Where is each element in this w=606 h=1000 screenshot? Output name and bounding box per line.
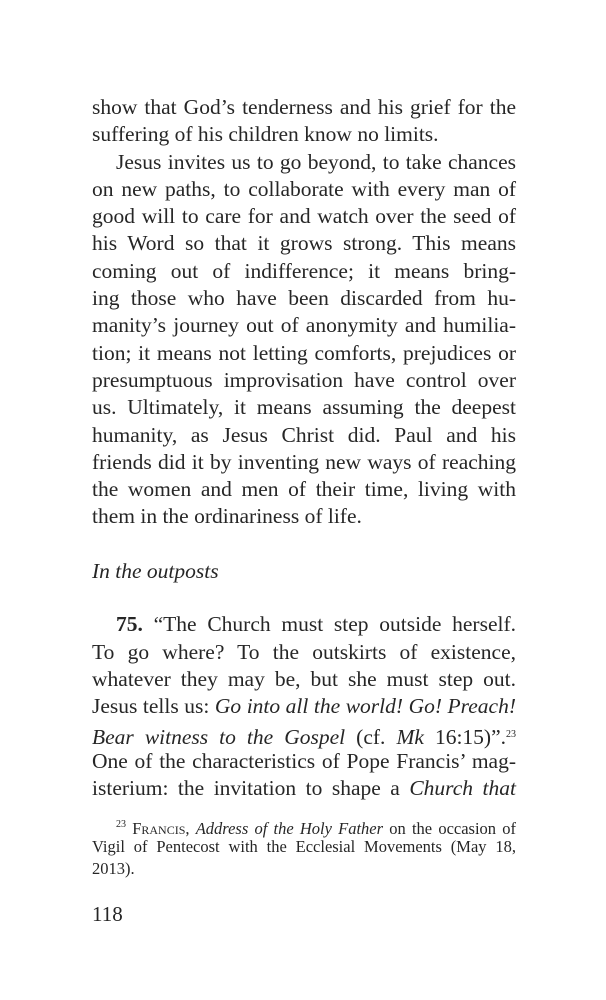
text-segment: friends did it by inventing new ways of reaching bbox=[92, 449, 516, 474]
text-segment: coming out of indifference; it means bring- bbox=[92, 258, 516, 283]
text-line bbox=[92, 611, 516, 638]
text-segment: us. Ultimately, it means assuming the deepest bbox=[92, 395, 516, 420]
text-line bbox=[92, 367, 516, 394]
footnotes bbox=[92, 814, 516, 880]
footnote-reference: 23 bbox=[116, 819, 126, 830]
italic-text: Mk bbox=[396, 724, 424, 749]
spacer bbox=[92, 585, 516, 611]
text-line bbox=[92, 285, 516, 312]
italic-text: In the outposts bbox=[92, 559, 219, 584]
text-line bbox=[92, 340, 516, 367]
text-segment: Jesus invites us to go beyond, to take chances bbox=[116, 149, 516, 174]
text-line bbox=[92, 121, 516, 148]
text-segment: manity’s journey out of anonymity and humilia- bbox=[92, 313, 516, 338]
text-segment: show that God’s tenderness and his grief for the bbox=[92, 95, 516, 119]
text-line bbox=[92, 230, 516, 257]
text-segment: his Word so that it grows strong. This means bbox=[92, 231, 516, 256]
text-line bbox=[92, 639, 516, 666]
text-segment: 16:15)”. bbox=[423, 724, 506, 749]
text-line bbox=[92, 693, 516, 720]
text-line bbox=[92, 449, 516, 476]
text-segment: One of the characteristics of Pope Francis’ mag- bbox=[92, 748, 516, 773]
text-segment: humanity, as Jesus Christ did. Paul and his bbox=[92, 422, 516, 447]
text-line bbox=[92, 149, 516, 176]
text-line bbox=[92, 258, 516, 285]
text-segment: “The Church must step outside herself. bbox=[142, 612, 516, 637]
page-number: 118 bbox=[92, 902, 123, 926]
text-segment: presumptuous improvisation have control over bbox=[92, 367, 516, 392]
text-line bbox=[92, 203, 516, 230]
spacer bbox=[92, 531, 516, 558]
footnote-line bbox=[92, 836, 516, 858]
text-segment: , bbox=[185, 819, 196, 838]
footnote-line bbox=[92, 814, 516, 836]
text-line bbox=[92, 721, 516, 748]
text-line bbox=[92, 558, 516, 585]
paragraph-number: 75. bbox=[116, 612, 143, 637]
text-segment: them in the ordinariness of life. bbox=[92, 504, 362, 529]
text-line bbox=[92, 775, 516, 802]
text-segment: Vigil of Pentecost with the Ecclesial Movements (May 18, bbox=[92, 837, 516, 856]
text-segment: on new paths, to collaborate with every man of bbox=[92, 176, 516, 201]
text-segment: tion; it means not letting comforts, prejudices or bbox=[92, 340, 516, 365]
text-segment: Francis bbox=[132, 819, 186, 838]
text-segment: To go where? To the outskirts of existence, bbox=[92, 639, 516, 664]
text-line bbox=[92, 94, 516, 121]
text-line bbox=[92, 476, 516, 503]
text-line bbox=[92, 666, 516, 693]
text-segment: 2013). bbox=[92, 859, 135, 878]
text-line bbox=[92, 748, 516, 775]
text-segment: ing those who have been discarded from hu- bbox=[92, 286, 516, 311]
italic-text: Church that bbox=[409, 776, 516, 801]
text-line bbox=[92, 176, 516, 203]
italic-text: Go into all the world! Go! Preach! bbox=[214, 694, 516, 719]
text-line bbox=[92, 394, 516, 421]
text-segment: suffering of his children know no limits. bbox=[92, 122, 439, 147]
text-segment: the women and men of their time, living with bbox=[92, 477, 516, 502]
footnote-reference: 23 bbox=[506, 728, 516, 740]
text-line bbox=[92, 422, 516, 449]
text-segment: good will to care for and watch over the seed of bbox=[92, 204, 516, 229]
text-segment: Jesus tells us: bbox=[92, 694, 215, 719]
italic-text: Bear witness to the Gospel bbox=[92, 724, 346, 749]
text-segment: isterium: the invitation to shape a bbox=[92, 776, 410, 801]
body-text bbox=[92, 94, 516, 802]
footnote-line bbox=[92, 858, 516, 880]
text-segment: (cf. bbox=[345, 724, 397, 749]
text-segment: whatever they may be, but she must step out. bbox=[92, 666, 516, 691]
text-line bbox=[92, 312, 516, 339]
text-segment: on the occasion of bbox=[383, 819, 516, 838]
text-line bbox=[92, 503, 516, 530]
italic-text: Address of the Holy Father bbox=[195, 819, 384, 838]
